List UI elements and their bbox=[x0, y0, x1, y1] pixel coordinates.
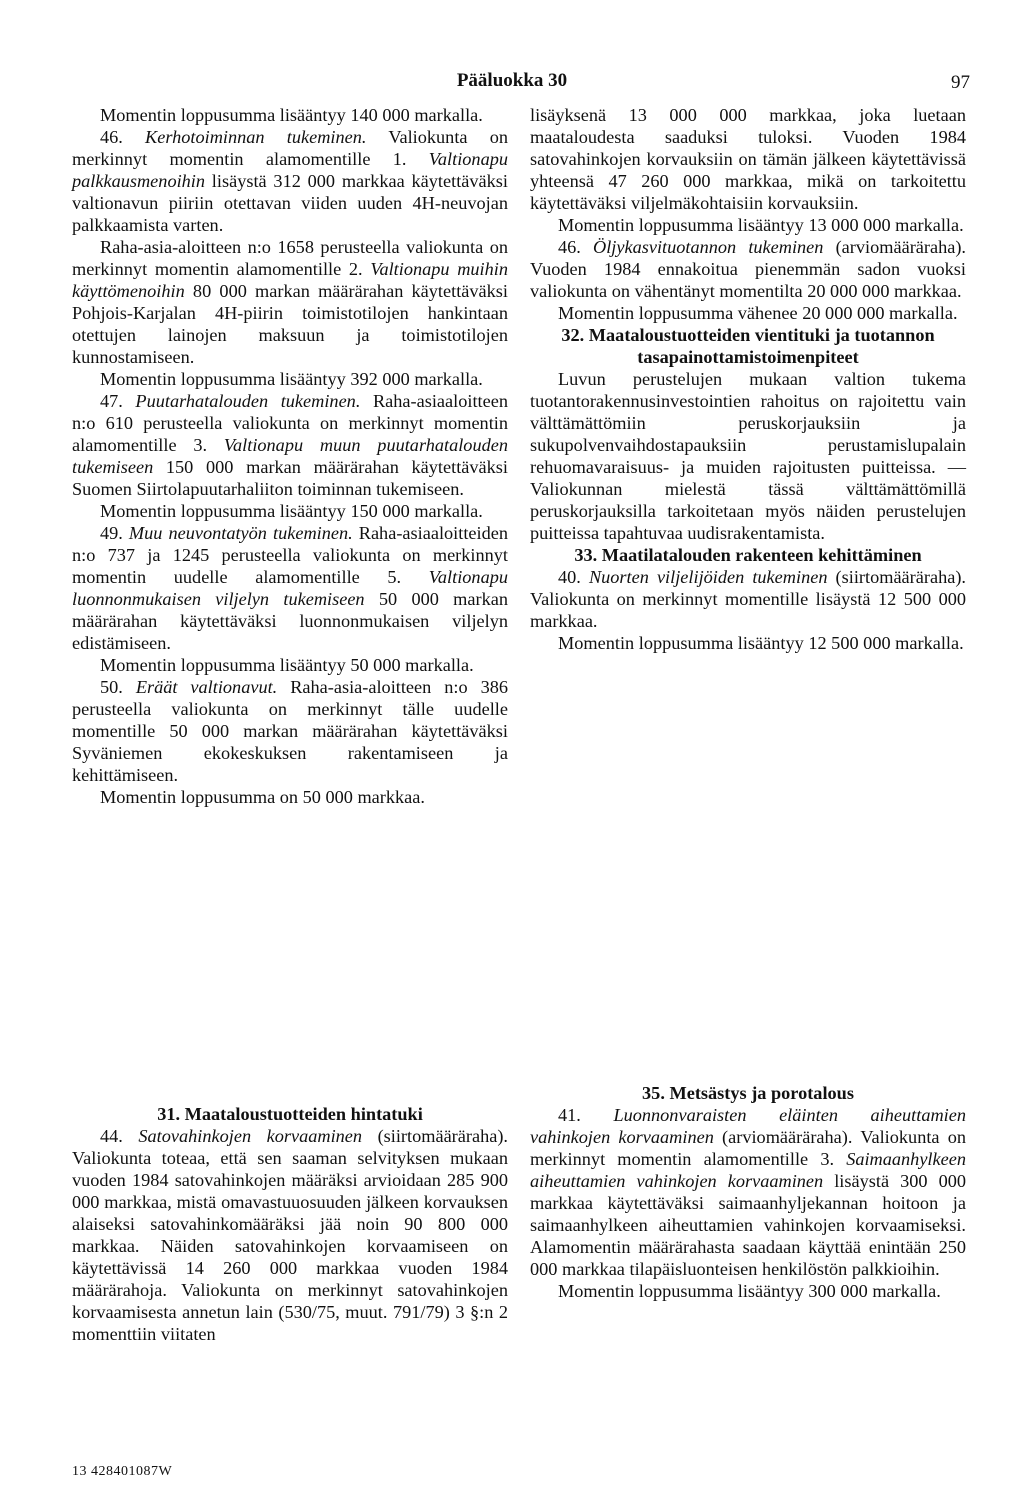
paragraph: 50. Eräät valtionavut. Raha-asia-aloitteen n:o 386 perusteella valiokunta on merkinnyt tälle uudelle momentille 50 000 markan määrärahan käytettäväksi Syväniemen ekokeskuksen rakentamiseen ja kehittämiseen. bbox=[72, 677, 508, 785]
paragraph: Momentin loppusumma lisääntyy 150 000 markalla. bbox=[100, 501, 483, 521]
paragraph: Momentin loppusumma lisääntyy 12 500 000 markalla. bbox=[558, 633, 964, 653]
paragraph: Momentin loppusumma lisääntyy 50 000 markalla. bbox=[100, 655, 474, 675]
left-column-bottom bbox=[72, 1103, 508, 1345]
section-heading-32: 32. Maataloustuotteiden vientituki ja tuotannon tasapainottamistoimenpiteet bbox=[561, 325, 935, 367]
paragraph: Momentin loppusumma lisääntyy 140 000 markalla. bbox=[100, 105, 483, 125]
right-column-top bbox=[530, 104, 966, 654]
section-heading-35: 35. Metsästys ja porotalous bbox=[642, 1083, 854, 1103]
footer-print-code: 13 428401087W bbox=[72, 1464, 173, 1479]
paragraph: Momentin loppusumma on 50 000 markkaa. bbox=[100, 787, 425, 807]
paragraph: Momentin loppusumma vähenee 20 000 000 markalla. bbox=[558, 303, 958, 323]
right-column-bottom bbox=[530, 1082, 966, 1302]
paragraph: 47. Puutarhatalouden tukeminen. Raha-asiaaloitteen n:o 610 perusteella valiokunta on merkinnyt momentin alamomentille 3. Valtionapu muun puutarhatalouden tukemiseen 150 000 markan määrärahan käytettäväksi Suomen Siirtolapuutarhaliiton toiminnan tukemiseen. bbox=[72, 391, 508, 499]
paragraph: 49. Muu neuvontatyön tukeminen. Raha-asiaaloitteiden n:o 737 ja 1245 perusteella valiokunta on merkinnyt momentin uudelle alamomentille 5. Valtionapu luonnonmukaisen viljelyn tukemiseen 50 000 markan määrärahan käytettäväksi luonnonmukaisen viljelyn edistämiseen. bbox=[72, 523, 508, 653]
section-heading-31: 31. Maataloustuotteiden hintatuki bbox=[157, 1104, 423, 1124]
paragraph: 44. Satovahinkojen korvaaminen (siirtomääräraha). Valiokunta toteaa, että sen saaman selvityksen mukaan vuoden 1984 satovahinkojen määräksi arvioidaan 285 900 000 markkaa, mistä omavastuuosuuden jälkeen korvauksen alaiseksi satovahinkomääräksi jää noin 90 800 000 markkaa. Näiden satovahinkojen korvaamiseen on käytettävissä 14 260 000 markkaa vuoden 1984 määrärahoja. Valiokunta on merkinnyt satovahinkojen korvaamisesta annetun lain (530/75, muut. 791/79) 3 §:n 2 momenttiin viitaten bbox=[72, 1126, 508, 1344]
paragraph: 46. Öljykasvituotannon tukeminen (arviomääräraha). Vuoden 1984 ennakoitua pienemmän sadon vuoksi valiokunta on vähentänyt momentilta 20 000 000 markkaa. bbox=[530, 237, 967, 301]
paragraph: Momentin loppusumma lisääntyy 392 000 markalla. bbox=[100, 369, 483, 389]
paragraph: lisäyksenä 13 000 000 markkaa, joka luetaan maataloudesta saaduksi tuloksi. Vuoden 1984 satovahinkojen korvauksiin on tämän jälkeen käytettävissä yhteensä 47 260 000 markkaa, mikä on tarkoitettu käytettäväksi viljelmäkohtaisiin korvauksiin. bbox=[530, 105, 966, 213]
page-title: Pääluokka 30 bbox=[456, 70, 568, 91]
paragraph: 41. Luonnonvaraisten eläinten aiheuttamien vahinkojen korvaaminen (arviomääräraha). Valiokunta on merkinnyt momentin alamomentille 3. Saimaanhylkeen aiheuttamien vahinkojen korvaaminen lisäystä 300 000 markkaa käytettäväksi saimaanhyljekannan hoitoon ja saimaanhylkeen aiheuttamien vahinkojen korvaamiseksi. Alamomentin määrärahasta saadaan käyttää enintään 250 000 markkaa tilapäisluonteisen henkilöstön palkkioihin. bbox=[530, 1105, 966, 1279]
paragraph: Luvun perustelujen mukaan valtion tukema tuotantorakennusinvestointien rahoitus on rajoitettu vain välttämättömiin peruskorjauksiin ja sukupolvenvaihdostapauksiin perustamislupalain rehuomavaraisuus- ja muiden rajoitusten puitteissa. — Valiokunnan mielestä tässä välttämättömillä peruskorjauksilla tarkoitetaan myös näiden perustelujen puitteissa tapahtuvaa uudisrakentamista. bbox=[530, 369, 966, 543]
paragraph: 40. Nuorten viljelijöiden tukeminen (siirtomääräraha). Valiokunta on merkinnyt momentille lisäystä 12 500 000 markkaa. bbox=[530, 567, 966, 631]
paragraph: Momentin loppusumma lisääntyy 13 000 000 markalla. bbox=[558, 215, 964, 235]
paragraph: Raha-asia-aloitteen n:o 1658 perusteella valiokunta on merkinnyt momentin alamomentille 2. Valtionapu muihin käyttömenoihin 80 000 markan määrärahan käytettäväksi Pohjois-Karjalan 4H-piirin toimistotilojen hankintaan otettujen lainojen maksuun ja toimistotilojen kunnostamiseen. bbox=[72, 237, 509, 367]
paragraph: 46. Kerhotoiminnan tukeminen. Valiokunta on merkinnyt momentin alamomentille 1. Valtionapu palkkausmenoihin lisäystä 312 000 markkaa käytettäväksi valtionavun piiriin otettavan viiden uuden 4H-neuvojan palkkaamista varten. bbox=[72, 127, 508, 235]
section-heading-33: 33. Maatilatalouden rakenteen kehittäminen bbox=[574, 545, 922, 565]
page-number: 97 bbox=[951, 72, 970, 93]
left-column-top bbox=[72, 104, 508, 808]
paragraph: Momentin loppusumma lisääntyy 300 000 markalla. bbox=[558, 1281, 941, 1301]
